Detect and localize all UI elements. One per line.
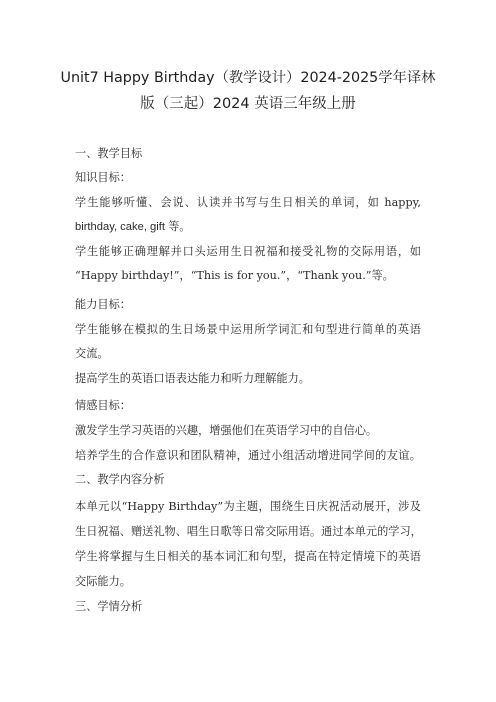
section-heading-content-analysis: 二、教学内容分析 <box>75 473 165 486</box>
section-heading-student-analysis: 三、学情分析 <box>75 600 143 613</box>
document-title-line-1: Unit7 Happy Birthday（教学设计）2024-2025学年译林 <box>60 70 436 86</box>
paragraph-line: 提高学生的英语口语表达能力和听力理解能力。 <box>75 372 310 385</box>
paragraph-line: 学生能够正确理解并口头运用生日祝福和接受礼物的交际用语，如 <box>75 245 421 258</box>
paragraph-line: 学生能够听懂、会说、认读并书写与生日相关的单词，如 happy, <box>75 196 421 209</box>
section-heading-teaching-goals: 一、教学目标 <box>75 147 143 160</box>
paragraph-line: “Happy birthday!”，“This is for you.”，“Thank you.”等。 <box>75 269 394 282</box>
paragraph-line: 学生将掌握与生日相关的基本词汇和句型，提高在特定情境下的英语 <box>75 550 421 563</box>
subheading-knowledge-goals: 知识目标： <box>75 171 131 184</box>
subheading-emotional-goals: 情感目标： <box>75 399 131 412</box>
paragraph-line: 交流。 <box>75 347 109 360</box>
paragraph-line: 激发学生学习英语的兴趣，增强他们在英语学习中的自信心。 <box>75 424 378 437</box>
paragraph-line: 本单元以“Happy Birthday”为主题，围绕生日庆祝活动展开，涉及 <box>75 500 421 513</box>
subheading-ability-goals: 能力目标： <box>75 298 131 311</box>
paragraph-line: 培养学生的合作意识和团队精神，通过小组活动增进同学间的友谊。 <box>75 449 421 462</box>
paragraph-line: 学生能够在模拟的生日场景中运用所学词汇和句型进行简单的英语 <box>75 323 421 336</box>
paragraph-line: birthday, cake, gift 等。 <box>75 221 191 233</box>
paragraph-line: 生日祝福、赠送礼物、唱生日歌等日常交际用语。通过本单元的学习， <box>75 525 422 538</box>
document-title-line-2: 版（三起）2024 英语三年级上册 <box>140 96 356 112</box>
paragraph-line: 交际能力。 <box>75 575 131 588</box>
